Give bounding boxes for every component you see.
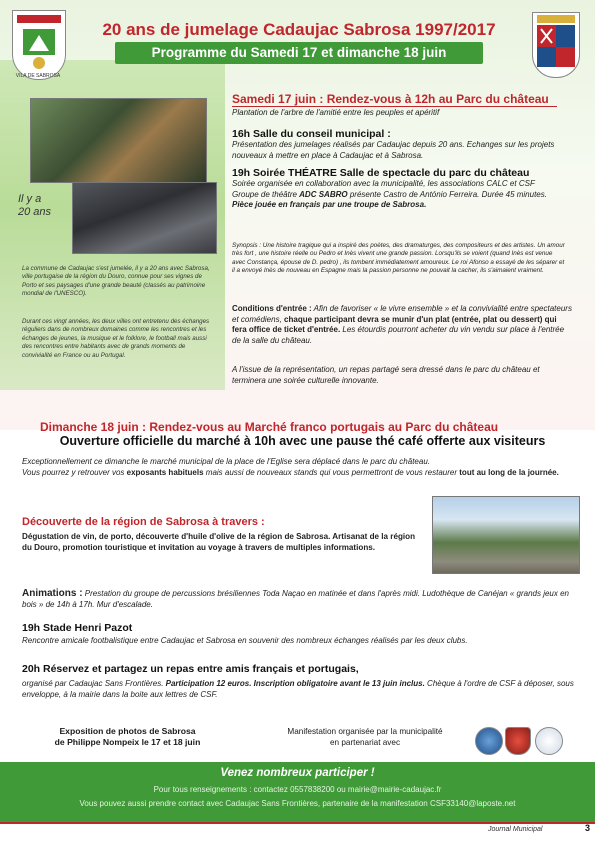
theatre-line-2 [232,190,567,201]
sunday-text [22,456,572,478]
animations-body: Prestation du groupe de percussions brésiliennes Toda Naçao en matinée et dans l'après midi. Ludothèque de Canéjan « grands jeux en bois » de 14h à 17h. Mur d'escalade. [22,589,570,609]
partner-logo-1 [475,727,503,755]
sunday-line-2d: tout au long de la journée. [459,468,559,477]
expo-line-2: de Philippe Nompeix le 17 et 18 juin [54,737,201,747]
meeting-photo-image [72,182,217,254]
theatre-text [232,179,567,211]
theatre-line-1: Soirée organisée en collaboration avec la municipalité, les associations CALC et CSF [232,179,535,188]
photo-exhibition-notice [35,726,220,748]
manif-line-1: Manifestation organisée par la municipalité [287,727,443,736]
sunday-line-2a: Vous pourrez y retrouver vos [22,468,127,477]
vingt-ans-text: 20 ans [18,206,52,218]
page-title: 20 ans de jumelage Cadaujac Sabrosa 1997/2017 [102,20,496,39]
partner-logo-csf [535,727,563,755]
stadium-heading: 19h Stade Henri Pazot [22,622,133,634]
expo-line-1: Exposition de photos de Sabrosa [59,726,196,736]
conditions-text [232,304,572,346]
conditions-label: Conditions d'entrée : [232,304,312,313]
sidebar-paragraph-2: Durant ces vingt années, les deux villes ont entretenu des échanges réguliers dans de nombreux domaines comme les rencontres et les échanges de jeunes, la musique et le folklore, le football mais aussi des rencontres entre habitants avec de grands moments de convivialité en France ou au Portugal. [22,318,210,359]
footer-contact-line-1: Pour tous renseignements : contactez 0557838200 ou mairie@mairie-cadaujac.fr [153,785,442,794]
discovery-heading: Découverte de la région de Sabrosa à travers : [22,516,265,528]
saturday-intro: Plantation de l'arbre de l'amitié entre les peuples et apéritif [232,108,440,117]
crest-caption: VILA DE SABROSA [15,73,61,79]
footer-heading: Venez nombreux participer ! [220,767,375,779]
journal-label: Journal Municipal [488,826,543,833]
council-heading: 16h Salle du conseil municipal : [232,128,391,140]
sunday-line-2b: exposants habituels [126,468,204,477]
sunday-subheading: Ouverture officielle du marché à 10h avec une pause thé café offerte aux visiteurs [59,434,546,448]
footer-contact-line-2: Vous pouvez aussi prendre contact avec Cadaujac Sans Frontières, partenaire de la manifestation CSF33140@laposte.net [79,799,516,808]
animations-label: Animations : [22,588,83,599]
conditions-c: Les étourdis pourront acheter du vin vendu sur place à l'entrée de la salle du château. [232,325,565,345]
synopsis-text: Synopsis : Une histoire tragique qui a inspiré des poètes, des dramaturges, des compositeurs et des artistes. Un amour très fort , une histoire réelle ou Pedro et Inès vivent une grande passion. Lorsqu'ils se voient (quand Inès est venue avec Constança, épouse de D. pedro) , ils tombent immédiatement amoureux. Le roi Afonso a essayé de les séparer et il a envoyé Inès de nouveau en Espagne mais la passion personne ne pouvait la cacher, ils s'aimaient vraiment. [232,242,565,274]
conditions-b: chaque participant devra se munir d'un plat (entrée, plat ou dessert) qui fera office de ticket d'entrée. [232,314,557,334]
dinner-text [22,678,577,700]
page-number: 3 [585,823,591,833]
cadaujac-crest-logo [532,12,580,78]
saturday-heading-underline [232,106,557,107]
stadium-text: Rencontre amicale footbalistique entre Cadaujac et Sabrosa en souvenir des nombreux échanges réalisés par les deux clubs. [22,636,468,645]
manif-line-2: en partenariat avec [329,738,401,747]
theatre-group-name: ADC SABRO [299,189,348,199]
dinner-b1: organisé par Cadaujac Sans Frontières. [22,679,166,688]
group-photo-image [30,98,207,183]
dinner-heading: 20h Réservez et partagez un repas entre amis français et portugais, [22,663,359,675]
theatre-line-2a: Groupe de théâtre [232,189,300,199]
sunday-heading: Dimanche 18 juin : Rendez-vous au Marché franco portugais au Parc du château [40,420,499,434]
sunday-line-2c: mais aussi de nouveaux stands qui vous permettront de vous restaurer [203,468,460,477]
page-subtitle: Programme du Samedi 17 et dimanche 18 juin [151,45,447,60]
conditions-a: Afin de favoriser « le vivre ensemble » et la convivialité entre spectateurs et comédiens, [232,304,572,324]
theatre-line-2c: présente Castro de António Ferreira. Durée 45 minutes. [347,189,547,199]
discovery-text: Dégustation de vin, de porto, découverte d'huile d'olive de la région de Sabrosa. Artisanat de la région du Douro, promotion touristique et invitation au voyage à travers de multiples informations. [22,532,416,552]
bottom-rule [0,822,595,824]
sidebar-paragraph-1: La commune de Cadaujac s'est jumelée, il y a 20 ans avec Sabrosa, ville portugaise de la région du Douro, connue pour ses vignes de Porto et ses paysages d'une grande beauté (classés au patrimoine mondial de l'UNESCO). [22,265,210,298]
dinner-b2: Participation 12 euros. Inscription obligatoire avant le 13 juin inclus. [165,679,425,688]
saturday-heading: Samedi 17 juin : Rendez-vous à 12h au Parc du château [232,92,549,106]
theatre-line-3: Pièce jouée en français par une troupe de Sabrosa. [232,200,427,210]
animations-text [22,588,577,610]
sabrosa-town-photo-image [432,496,580,574]
partner-logo-2 [505,727,531,755]
sabrosa-crest-logo [12,10,66,80]
ilya-text: Il y a [18,193,42,205]
saturday-closing-text: A l'issue de la représentation, un repas partagé sera dressé dans le parc du château et terminera une soirée culturelle innovante. [232,365,540,385]
council-text: Présentation des jumelages réalisés par Cadaujac depuis 20 ans. Echanges sur les projets nouveaux à mettre en place à Cadaujac et à Sabrosa. [232,140,555,160]
organizer-notice [270,726,460,748]
theatre-heading: 19h Soirée THÉATRE Salle de spectacle du parc du château [232,167,530,179]
sunday-line-2 [22,467,572,478]
dinner-b3: Chèque à l'ordre de CSF à déposer, sous enveloppe, à la mairie dans la boite aux lettres de CSF. [22,679,574,699]
sunday-line-1: Exceptionnellement ce dimanche le marché municipal de la place de l'Eglise sera déplacé dans le parc du château. [22,457,430,466]
ilya-label [18,193,51,219]
